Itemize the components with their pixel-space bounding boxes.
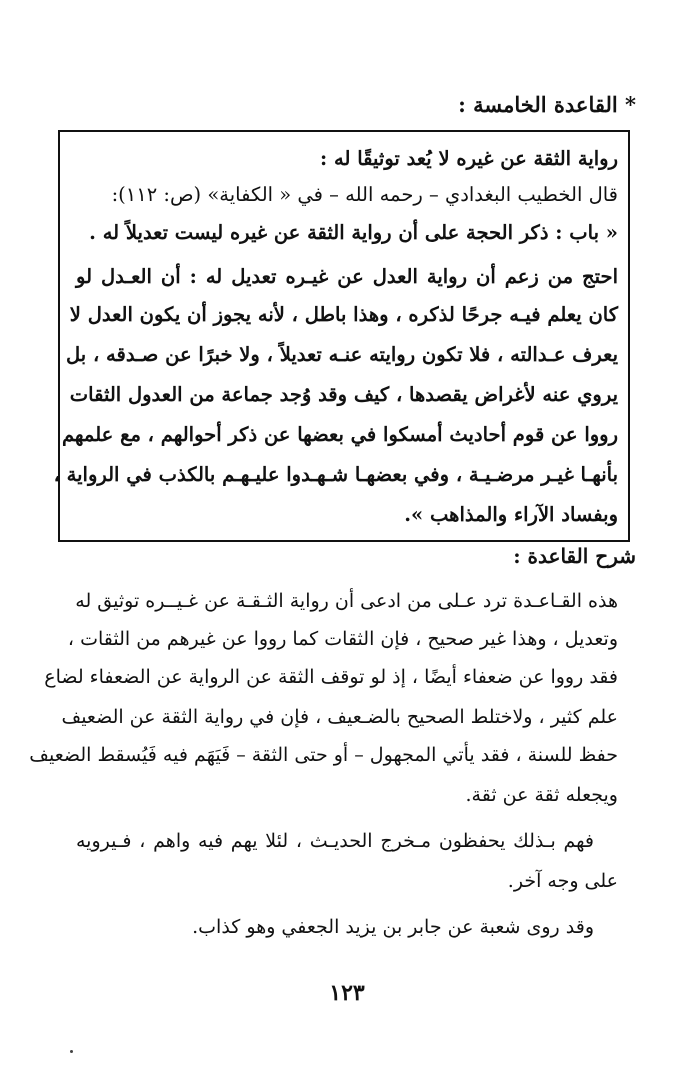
quote-line: احتج من زعم أن رواية العدل عن غيـره تعديل له : أن العـدل لو (76, 265, 618, 288)
box-chapter: « باب : ذكر الحجة على أن رواية الثقة عن غيره ليست تعديلاً له . (89, 221, 618, 244)
quote-line: وبفساد الآراء والمذاهب ». (404, 503, 618, 526)
para2-line: فهم بـذلك يحفظون مـخرج الحديـث ، لئلا يهم فيه واهم ، فـيرويه (76, 830, 594, 852)
speck-mark (70, 1050, 73, 1053)
para2-line: على وجه آخر. (507, 870, 618, 892)
body-line: وتعديل ، وهذا غير صحيح ، فإن الثقات كما رووا عن غيرهم من الثقات ، (67, 628, 618, 650)
quote-line: كان يعلم فيـه جرحًا لذكره ، وهذا باطل ، لأنه يجوز أن يكون العدل لا (69, 303, 618, 326)
quote-line: يعرف عـدالته ، فلا تكون روايته عنـه تعديلاً ، ولا خبرًا عن صـدقه ، بل (65, 343, 618, 366)
body-line: حفظ للسنة ، فقد يأتي المجهول – أو حتى الثقة – فَيَهَم فيه فَيُسقط الضعيف (29, 744, 618, 766)
quote-line: رووا عن قوم أحاديث أمسكوا في بعضها عن ذكر أحوالهم ، مع علمهم (61, 423, 618, 446)
quote-line: بأنهـا غيـر مرضـيـة ، وفي بعضهـا شـهـدوا عليـهـم بالكذب في الرواية ، (53, 463, 618, 486)
explanation-heading: شرح القاعدة : (513, 544, 636, 568)
body-line: فقد رووا عن ضعفاء أيضًا ، إذ لو توقف الثقة عن الرواية عن الضعفاء لضاع (44, 666, 618, 688)
para3: وقد روى شعبة عن جابر بن يزيد الجعفي وهو كذاب. (192, 916, 594, 938)
rule-heading: * القاعدة الخامسة : (458, 92, 636, 117)
box-title: رواية الثقة عن غيره لا يُعد توثيقًا له : (320, 147, 618, 170)
box-citation: قال الخطيب البغدادي – رحمه الله – في « الكفاية» (ص: ١١٢): (111, 183, 618, 206)
page-number: ١٢٣ (329, 980, 365, 1006)
body-line: علم كثير ، ولاختلط الصحيح بالضـعيف ، فإن في رواية الثقة عن الضعيف (61, 706, 618, 728)
quote-line: يروي عنه لأغراض يقصدها ، كيف وقد وُجد جماعة من العدول الثقات (69, 383, 618, 406)
body-line: ويجعله ثقة عن ثقة. (465, 784, 618, 806)
body-line: هذه القـاعـدة ترد عـلى من ادعى أن رواية الثـقـة عن غـيــره توثيق له (75, 590, 618, 612)
